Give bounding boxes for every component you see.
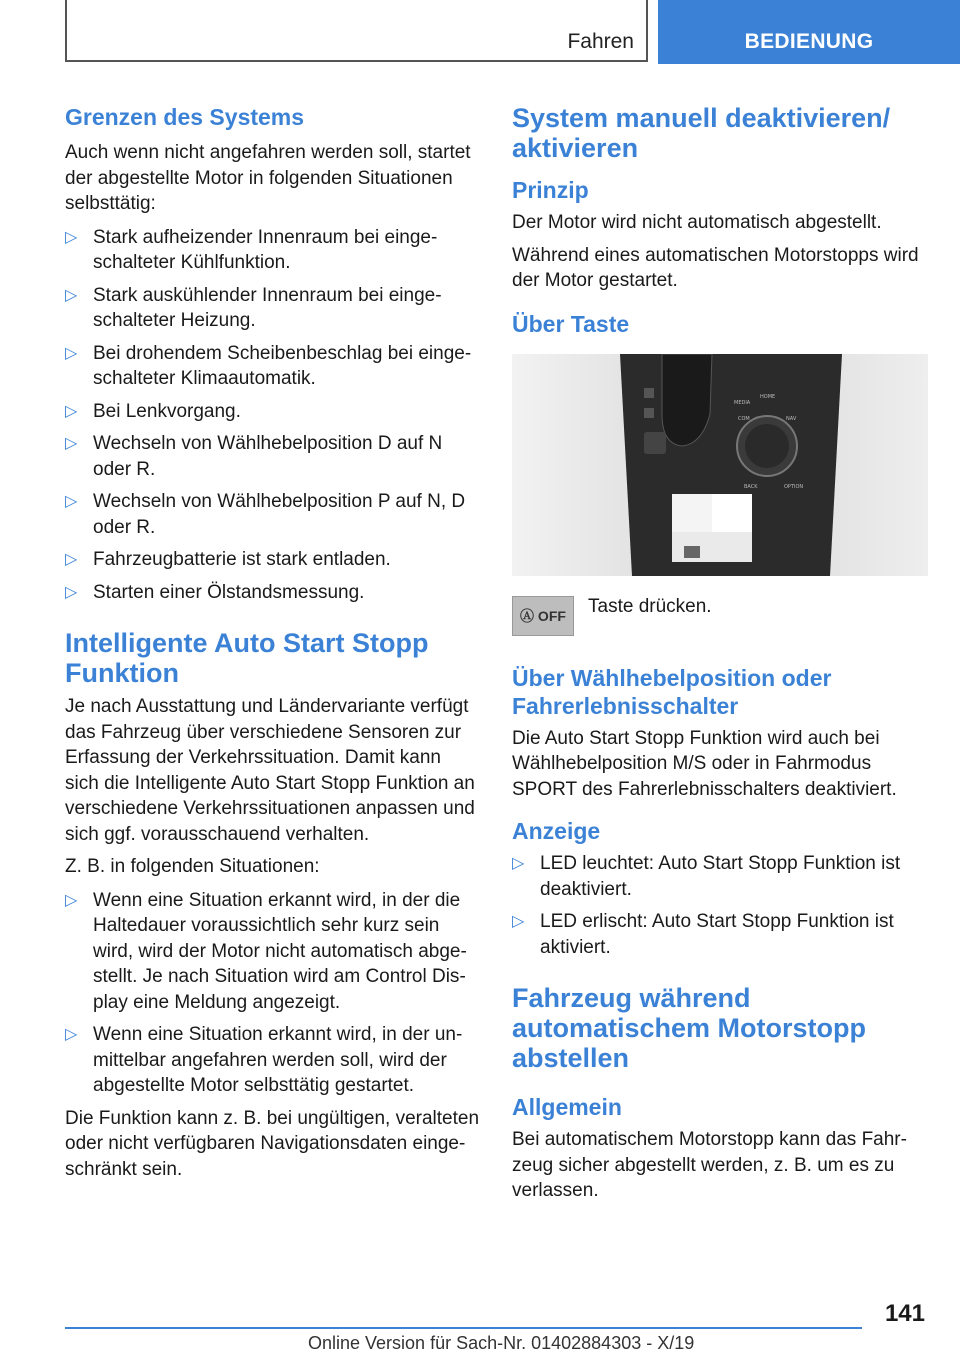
header-section-box [65, 0, 648, 62]
section-title: Fahren [567, 30, 634, 53]
list-item: ▷ LED leuchtet: Auto Start Stopp Funktion ist deaktiviert. [512, 853, 901, 900]
back-button-label: BACK [744, 483, 758, 490]
list-item: ▷ Wenn eine Situation erkannt wird, in der die Haltedauer voraussichtlich sehr kurz sein wird, wird der Motor nicht automatisch abgestellt. Je nach Situation wird am Control Display eine Meldung angezeigt. [65, 889, 467, 1013]
com-button-label: COM [738, 415, 750, 422]
list-grenzen [65, 225, 480, 606]
heading-grenzen: Grenzen des Systems [65, 104, 305, 130]
heading-taste: Über Taste [512, 310, 630, 337]
list-item: ▷ Stark aufheizender Innenraum bei eingeschalteter Kühlfunktion. [65, 226, 438, 273]
heading-allgemein: Allgemein [512, 1094, 622, 1120]
list-item: ▷ Starten einer Ölstandsmessung. [65, 580, 480, 606]
para-prinzip-1: Der Motor wird nicht automatisch abgestellt. [512, 212, 882, 233]
list-item: ▷ Wechseln von Wählhebelposition D auf N oder R. [65, 433, 443, 480]
list-item: ▷ Fahrzeugbatterie ist stark entladen. [65, 547, 480, 573]
list-item: ▷ LED erlischt: Auto Start Stopp Funktion ist aktiviert. [512, 911, 894, 958]
list-item: ▷ Wenn eine Situation erkannt wird, in der unmittelbar angefahren werden soll, wird der abgestellte Motor selbsttätig gestartet. [65, 1024, 463, 1096]
auto-start-stop-off-icon: Ⓐ OFF [512, 596, 574, 636]
triangle-bullet-icon: ▷ [65, 583, 78, 601]
list-item: ▷ Bei Lenkvorgang. [65, 399, 480, 425]
para-taste: Taste drücken. [588, 595, 712, 617]
home-button-label: HOME [760, 393, 776, 400]
para-allgemein: Bei automatischem Motorstopp kann das Fahrzeug sicher abgestellt werden, z. B. um es zu verlassen. [512, 1129, 907, 1201]
footer-divider [65, 1327, 862, 1329]
para-grenzen: Auch wenn nicht angefahren werden soll, startet der abgestellte Motor in folgenden Situationen selbsttätig: [65, 142, 471, 214]
triangle-bullet-icon: ▷ [65, 1026, 78, 1043]
heading-waehlhebel: Über Wählhebelposition oder Fahrerlebnisschalter [512, 664, 832, 719]
triangle-bullet-icon: ▷ [65, 493, 78, 510]
triangle-bullet-icon: ▷ [65, 435, 78, 452]
triangle-bullet-icon: ▷ [65, 402, 78, 420]
triangle-bullet-icon: ▷ [65, 286, 78, 304]
list-item: ▷ Wechseln von Wählhebelposition P auf N, D oder R. [65, 491, 466, 538]
triangle-bullet-icon: ▷ [512, 855, 525, 872]
auto-start-stop-button-row [512, 596, 930, 636]
left-column [65, 100, 480, 1182]
triangle-bullet-icon: ▷ [65, 891, 78, 909]
heading-fahrzeug: Fahrzeug während automatischem Motorstopp abstellen [512, 983, 867, 1073]
heading-anzeige: Anzeige [512, 818, 601, 844]
para-waehlhebel: Die Auto Start Stopp Funktion wird auch bei Wählhebelposition M/S oder in Fahrmodus SPORT des Fahrerlebnisschalters deaktiviert. [512, 727, 897, 800]
heading-prinzip: Prinzip [512, 177, 589, 203]
triangle-bullet-icon: ▷ [65, 551, 78, 568]
list-anzeige [512, 851, 930, 960]
header-chapter-tab[interactable] [658, 0, 960, 64]
page-number: 141 [884, 1300, 925, 1327]
list-item: ▷ Bei drohendem Scheibenbeschlag bei eingeschalteter Klimaautomatik. [65, 342, 472, 389]
triangle-bullet-icon: ▷ [65, 344, 78, 362]
triangle-bullet-icon: ▷ [512, 913, 525, 930]
para-prinzip-2: Während eines automatischen Motorstopps wird der Motor gestartet. [512, 244, 919, 291]
list-item: ▷ Stark auskühlender Innenraum bei eingeschalteter Heizung. [65, 284, 442, 331]
para-intelligent: Je nach Ausstattung und Ländervariante verfügt das Fahrzeug über verschiedene Sensoren zur Erfassung der Verkehrssituation. Damit kann sich die Intelligente Auto Start Stopp Funktion an verschiedene Verkehrssituationen anpassen und sich ggf. vorausschauend verhalten. [65, 696, 475, 845]
chapter-title: BEDIENUNG [744, 30, 874, 53]
para-zb: Z. B. in folgenden Situationen: [65, 856, 320, 877]
para-funktion: Die Funktion kann z. B. bei ungültigen, veralteten oder nicht verfügbaren Navigationsdaten eingeschränkt sein. [65, 1107, 480, 1180]
heading-intelligent: Intelligente Auto Start Stopp Funktion [65, 628, 429, 688]
option-button-label: OPTION [784, 483, 804, 490]
list-intelligent [65, 888, 480, 1099]
triangle-bullet-icon: ▷ [65, 228, 78, 246]
media-button-label: MEDIA [734, 399, 751, 406]
footer-online-version: Online Version für Sach-Nr. 01402884303 - X/19 [308, 1333, 695, 1353]
console-illustration [512, 354, 928, 576]
heading-manuell: System manuell deaktivieren/ aktivieren [512, 103, 891, 163]
gear-selector-console-image [512, 354, 928, 576]
nav-button-label: NAV [786, 415, 797, 422]
right-column [512, 100, 930, 1204]
